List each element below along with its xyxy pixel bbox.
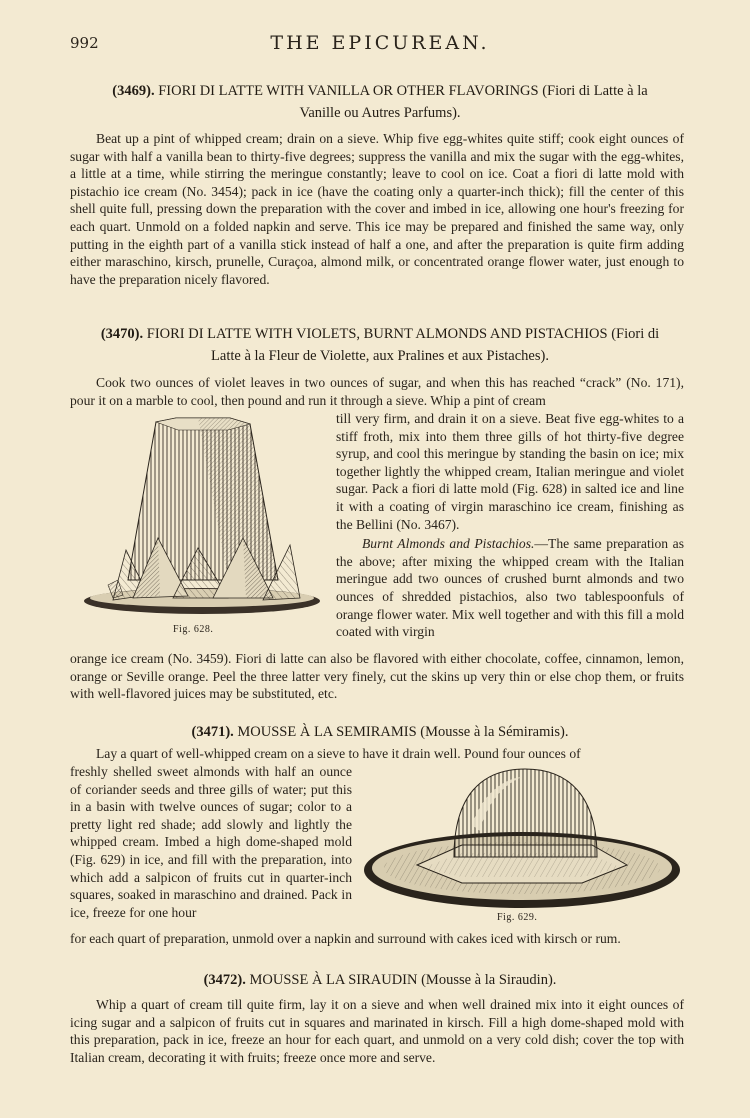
recipe-paragraph: orange ice cream (No. 3459). Fiori di latte can also be flavored with either chocolate, coffee, cinnamon, lemon, orange or Seville orange. Peel the three latter very finely, cut the skins up very thin or else chop them, or fruits with well-flavored juices may be substituted, etc. — [70, 651, 684, 702]
running-title: THE EPICUREAN. — [270, 32, 490, 54]
recipe-number: (3469). — [112, 83, 155, 99]
recipe-paragraph: Whip a quart of cream till quite firm, lay it on a sieve and when well drained mix into it eight ounces of icing sugar and a salpicon of fruits cut in squares and marinated in kirsch. Fill a high dome-shaped mold with this preparation, pack in ice, freeze an hour for each quart, and unmold on a very cold dish; cover the top with Italian cream, decorating it with fruits; freeze once more and serve. — [70, 997, 684, 1065]
recipe-3470-tail — [70, 650, 684, 703]
recipe-paragraph: Lay a quart of well-whipped cream on a sieve to have it drain well. Pound four ounces of — [96, 746, 581, 761]
recipe-title-line2: Vanille ou Autres Parfums). — [299, 105, 461, 121]
recipe-paragraph: Cook two ounces of violet leaves in two ounces of sugar, and when this has reached “crack” (No. 171), pour it on a marble to cool, then pound and run it through a sieve. Whip a pint of cream — [70, 375, 684, 408]
figure-628-caption: Fig. 628. — [173, 624, 214, 635]
recipe-paragraph: freshly shelled sweet almonds with half an ounce of coriander seeds and three gills of water; put this in a basin with twelve ounces of sugar; color to a pretty light red shade; add slowly and lightly the whipped cream. Imbed a high dome-shaped mold (Fig. 629) in ice, and fill with the preparation, into which add a salpicon of fruits cut in quarter-inch squares, soaked in maraschino and drained. Pack in ice, freeze for one hour — [70, 764, 352, 920]
figure-629-caption: Fig. 629. — [497, 912, 538, 923]
recipe-paragraph: for each quart of preparation, unmold over a napkin and surround with cakes iced with kirsch or rum. — [70, 931, 621, 946]
recipe-3469-body — [70, 130, 684, 288]
recipe-subsection — [336, 535, 684, 641]
recipe-3469-title — [70, 80, 690, 124]
recipe-3470-lead — [70, 374, 684, 409]
recipe-3470-side-text — [336, 410, 684, 641]
recipe-paragraph: till very firm, and drain it on a sieve. Beat five egg-whites to a stiff froth, mix into them three gills of hot thirty-five degree syrup, and cool this meringue by standing the basin on ice; mix together lightly the whipped cream, Italian meringue and violet sugar. Pack a fiori di latte mold (Fig. 628) in salted ice and line it with a coating of virgin maraschino ice cream, finishing as the Bellini (No. 3467). — [336, 411, 684, 532]
fiori-di-latte-mold-figure — [78, 410, 328, 640]
recipe-3470-title — [70, 323, 690, 367]
recipe-title-line1: FIORI DI LATTE WITH VIOLETS, BURNT ALMONDS AND PISTACHIOS (Fiori di — [146, 326, 660, 342]
recipe-3471-title — [70, 721, 690, 743]
recipe-number: (3470). — [100, 326, 144, 342]
recipe-number: (3471). — [191, 724, 234, 740]
recipe-title-line1: MOUSSE À LA SIRAUDIN (Mousse à la Siraudin). — [249, 972, 557, 988]
page-header — [70, 34, 690, 58]
page-number: 992 — [70, 34, 99, 52]
subsection-body: —The same preparation as the above; after mixing the whipped cream with the Italian meringue add two ounces of crushed burnt almonds and two ounces of shredded pistachios, also two tablespoonfuls of orange flower water. Mix well together and with this fill a mold coated with virgin — [336, 536, 684, 640]
recipe-number: (3472). — [203, 972, 246, 988]
recipe-title-line1: FIORI DI LATTE WITH VANILLA OR OTHER FLAVORINGS (Fiori di Latte à la — [158, 83, 648, 99]
recipe-title-line2: Latte à la Fleur de Violette, aux Pralines et aux Pistaches). — [211, 348, 549, 364]
recipe-3472-title — [70, 969, 690, 991]
dome-mold-figure — [362, 765, 684, 915]
recipe-3472-body — [70, 996, 684, 1066]
recipe-3471-tail — [70, 930, 684, 948]
recipe-paragraph: Beat up a pint of whipped cream; drain on a sieve. Whip five egg-whites quite stiff; cook eight ounces of sugar with half a vanilla bean to thirty-five degrees; suppress the vanilla and mix the sugar with the egg-whites, a little at a time, while stirring the meringue constantly; leave to cool on ice. Coat a fiori di latte mold with pistachio ice cream (No. 3454); pack in ice (have the coating only a quarter-inch thick); fill the center of this shell quite full, pressing down the preparation with the cover and imbed in ice, allowing one hour's freezing for each quart. Unmold on a folded napkin and serve. This ice may be prepared and finished the same way, only putting in the eighth part of a vanilla stick instead of half a one, and after the preparation is quite firm adding either maraschino, kirsch, prunelle, Curaçoa, almond milk, or concentrated orange flower water, just enough to have the preparation nicely flavored. — [70, 131, 684, 287]
recipe-title-line1: MOUSSE À LA SEMIRAMIS (Mousse à la Sémiramis). — [237, 724, 569, 740]
recipe-3471-lead — [70, 745, 684, 763]
subsection-title: Burnt Almonds and Pistachios. — [362, 536, 535, 552]
recipe-3471-side-text — [70, 763, 352, 921]
